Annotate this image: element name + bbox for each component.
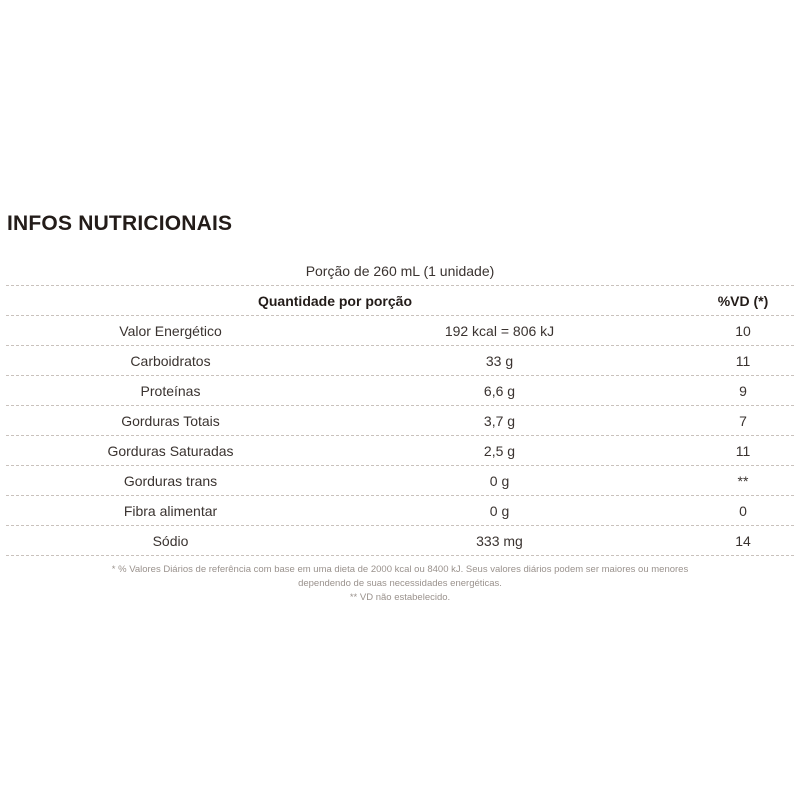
table-row (6, 406, 794, 436)
footnote-line: ** VD não estabelecido. (349, 592, 451, 603)
nutrient-name: Fibra alimentar (123, 502, 218, 519)
nutrient-quantity: 3,7 g (483, 412, 516, 429)
page-title: INFOS NUTRICIONAIS (7, 212, 233, 235)
nutrient-quantity: 333 mg (476, 532, 523, 549)
nutrient-name: Carboidratos (130, 352, 211, 369)
table-row (6, 496, 794, 526)
nutrient-vd: 11 (735, 442, 751, 459)
footnote-line: dependendo de suas necessidades energéticas. (298, 578, 502, 589)
nutrition-table (6, 257, 794, 556)
nutrient-quantity: 192 kcal = 806 kJ (444, 322, 555, 339)
nutrient-quantity: 33 g (485, 352, 514, 369)
nutrient-vd: 10 (735, 322, 751, 339)
nutrient-name: Gorduras Totais (121, 412, 220, 429)
table-row (6, 346, 794, 376)
nutrient-name: Gorduras Saturadas (107, 442, 234, 459)
nutrient-quantity: 2,5 g (483, 442, 516, 459)
nutrient-name: Valor Energético (119, 322, 222, 339)
nutrient-name: Gorduras trans (123, 472, 218, 489)
nutrient-name: Proteínas (140, 382, 201, 399)
table-row (6, 376, 794, 406)
nutrient-quantity: 0 g (489, 472, 510, 489)
vd-header: %VD (*) (717, 292, 769, 309)
table-row (6, 316, 794, 346)
nutrient-vd: 0 (739, 502, 747, 519)
quantity-header: Quantidade por porção (257, 292, 412, 309)
nutrient-vd: 14 (735, 532, 751, 549)
table-row (6, 466, 794, 496)
portion-label: Porção de 260 mL (1 unidade) (305, 263, 495, 279)
nutrient-vd: 7 (739, 412, 747, 429)
table-row (6, 436, 794, 466)
table-row (6, 526, 794, 556)
nutrient-name: Sódio (152, 532, 189, 549)
table-header-row (6, 286, 794, 316)
footnote (0, 563, 800, 605)
nutrient-quantity: 0 g (489, 502, 510, 519)
nutrient-quantity: 6,6 g (483, 382, 516, 399)
footnote-line: * % Valores Diários de referência com base em uma dieta de 2000 kcal ou 8400 kJ. Seus valores diários podem ser maiores ou menores (111, 564, 689, 575)
nutrient-vd: 11 (735, 352, 751, 369)
nutrient-vd: 9 (739, 382, 747, 399)
portion-row (6, 257, 794, 286)
nutrient-vd: ** (737, 472, 749, 489)
